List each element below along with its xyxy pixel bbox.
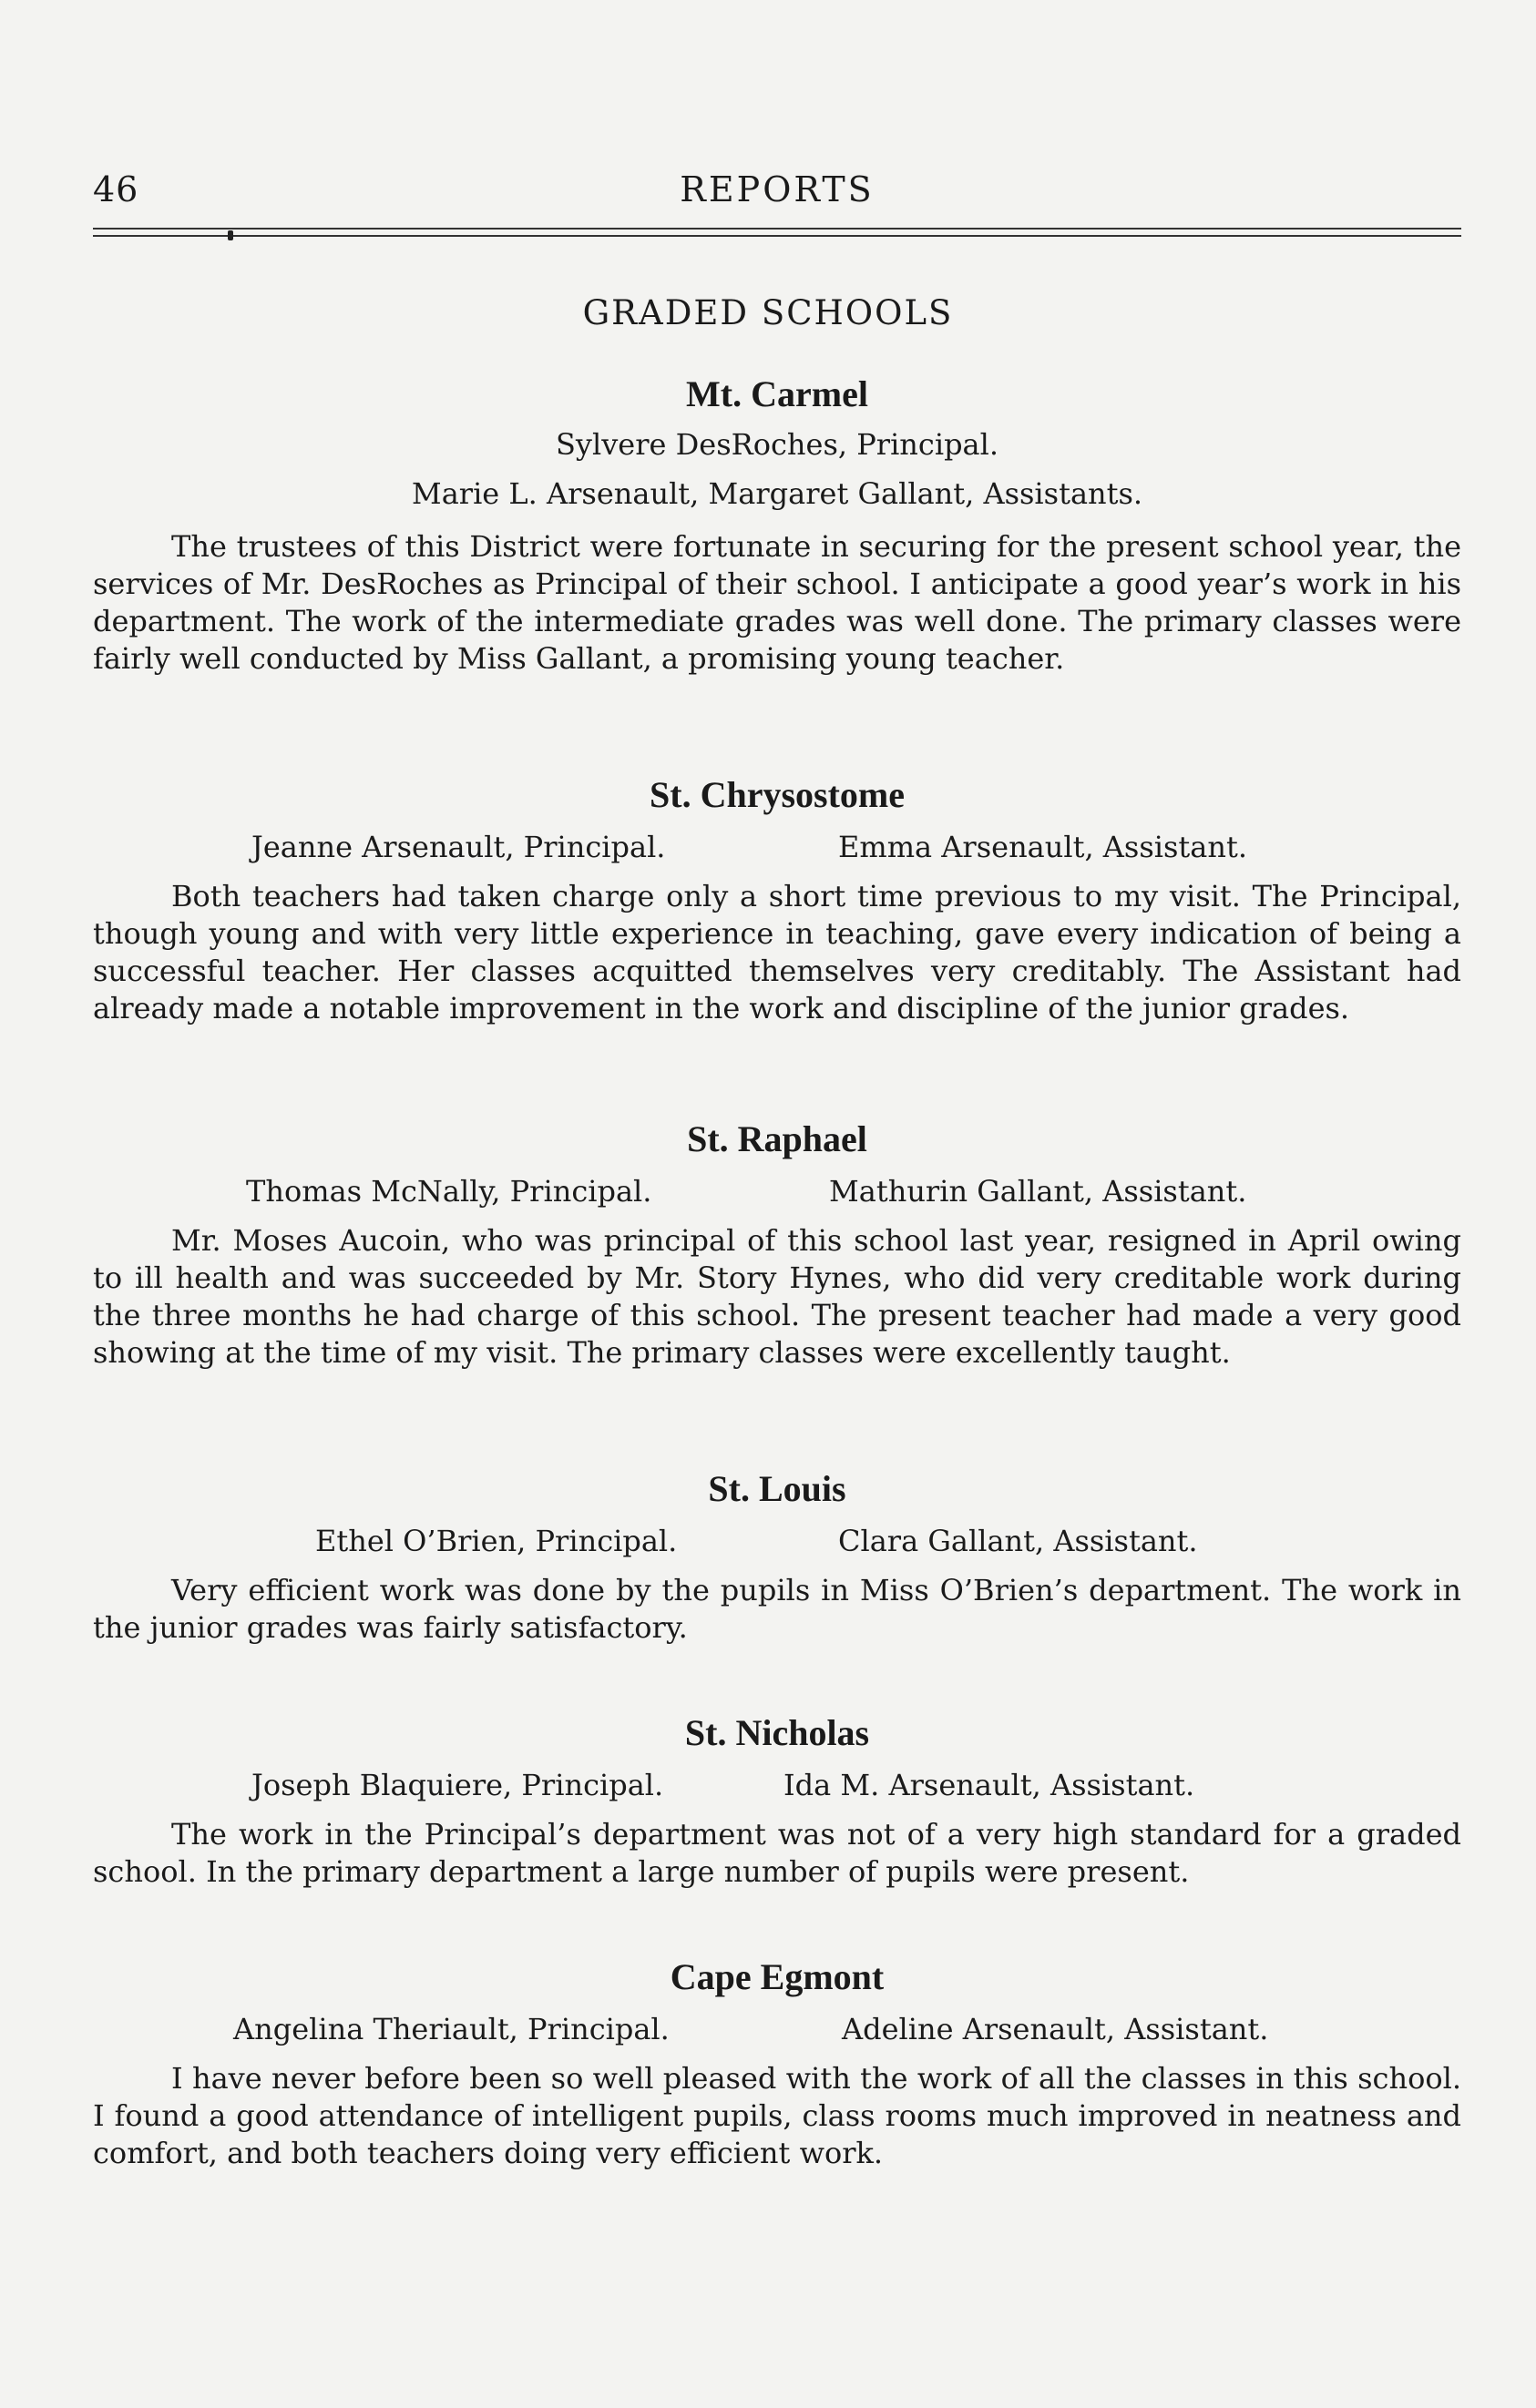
page-header [93, 169, 1461, 215]
school-entry-st-nicholas [93, 1710, 1461, 1891]
school-entry-st-chrysostome [93, 772, 1461, 1027]
school-entry-st-raphael [93, 1117, 1461, 1372]
principal-name: Thomas McNally, Principal. [246, 1174, 652, 1209]
principal-name: Jeanne Arsenault, Principal. [251, 830, 666, 864]
school-report: The trustees of this District were fortunate in securing for the present school year, the services of Mr. DesRoches as Principal of their school. I anticipate a good year’s work in his department. The work of the intermediate grades was well done. The primary classes were fairly well conducted by Miss Gallant, a promising young teacher. [93, 529, 1461, 676]
header-rule-top [93, 228, 1461, 230]
school-name: St. Nicholas [684, 1712, 870, 1753]
header-rule-bottom [93, 235, 1461, 237]
principal-name: Ethel O’Brien, Principal. [315, 1524, 678, 1558]
staff-row [93, 829, 1461, 865]
assistant-line: Marie L. Arsenault, Margaret Gallant, Assistants. [411, 476, 1143, 511]
assistant-name: Clara Gallant, Assistant. [838, 1524, 1198, 1558]
school-report: Both teachers had taken charge only a short time previous to my visit. The Principal, though young and with very little experience in teaching, gave every indication of being a successful teacher. Her classes acquitted themselves very creditably. The Assistant had already made a notable improvement in the work and discipline of the junior grades. [93, 879, 1461, 1025]
assistant-name: Adeline Arsenault, Assistant. [842, 2012, 1269, 2046]
school-name: St. Raphael [687, 1118, 867, 1159]
staff-row [93, 1523, 1461, 1559]
assistant-name: Ida M. Arsenault, Assistant. [783, 1768, 1195, 1802]
assistant-name: Emma Arsenault, Assistant. [838, 830, 1247, 864]
principal-name: Joseph Blaquiere, Principal. [251, 1768, 664, 1802]
school-entry-st-louis [93, 1466, 1461, 1647]
running-head: REPORTS [680, 169, 875, 209]
staff-row [93, 1173, 1461, 1209]
school-name: Mt. Carmel [686, 373, 868, 414]
school-report: The work in the Principal’s department was not of a very high standard for a graded school. In the primary department a large number of pupils were present. [93, 1817, 1461, 1889]
school-name: Cape Egmont [670, 1956, 885, 1997]
school-name: St. Chrysostome [650, 774, 905, 815]
rule-ornament [228, 230, 233, 240]
school-report: I have never before been so well pleased with the work of all the classes in this school. I found a good attendance of intelligent pupils, class rooms much improved in neatness and comfort, and both teachers doing very efficient work. [93, 2061, 1461, 2170]
section-title: GRADED SCHOOLS [582, 293, 954, 332]
school-entry-cape-egmont [93, 1954, 1461, 2172]
school-entry-mt-carmel [93, 372, 1461, 678]
principal-name: Angelina Theriault, Principal. [233, 2012, 670, 2046]
page-number: 46 [93, 169, 139, 209]
assistant-name: Mathurin Gallant, Assistant. [829, 1174, 1247, 1209]
staff-row [93, 2011, 1461, 2047]
school-report: Mr. Moses Aucoin, who was principal of this school last year, resigned in April owing to ill health and was succeeded by Mr. Story Hynes, who did very creditable work during the three months he had charge of this school. The present teacher had made a very good showing at the time of my visit. The primary classes were excellently taught. [93, 1223, 1461, 1370]
principal-line: Sylvere DesRoches, Principal. [555, 427, 999, 462]
school-report: Very efficient work was done by the pupils in Miss O’Brien’s department. The work in the junior grades was fairly satisfactory. [93, 1573, 1461, 1645]
school-name: St. Louis [708, 1468, 846, 1509]
staff-row [93, 1767, 1461, 1803]
